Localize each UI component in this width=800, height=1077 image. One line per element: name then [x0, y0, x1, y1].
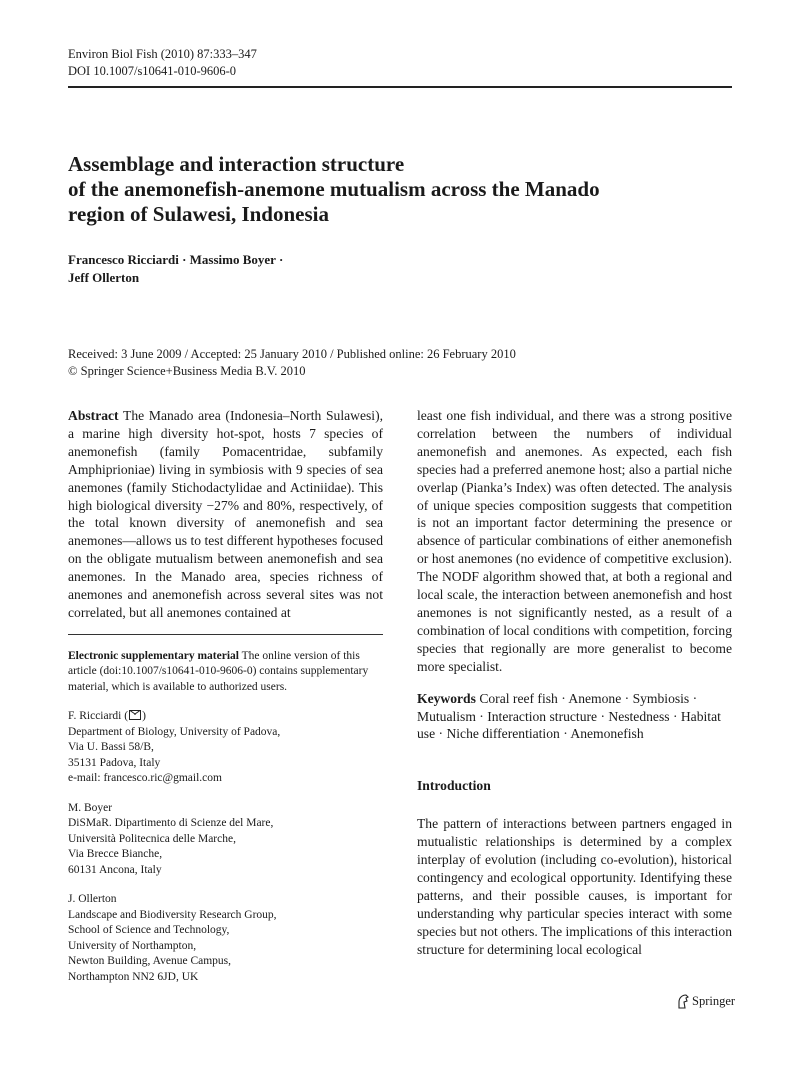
right-column — [417, 407, 732, 959]
journal-header — [68, 46, 257, 80]
authors-line-2: Jeff Ollerton — [68, 270, 140, 285]
abstract-text-left: The Manado area (Indonesia–North Sulawesi), a marine high diversity hot-spot, hosts 7 species of anemonefish (family Pomacentridae, subfamily Amphiprioniae) living in symbiosis with 9 species of sea anemones (family Stichodactylidae and Actiniidae). This high biological diversity −27% and 80%, respectively, of the total known diversity of anemonefish and sea anemones—allows us to test different hypotheses focused on the obligate mutualism between anemonefish and sea anemones. In the Manado area, species richness of anemones and anemonefish across several sites was not correlated, but all anemones contained at — [68, 408, 384, 620]
affiliation-line: Landscape and Biodiversity Research Group, — [68, 908, 277, 921]
author-name: F. Ricciardi ( ) — [68, 710, 146, 723]
left-column — [68, 407, 383, 985]
title-line-1: Assemblage and interaction structure — [68, 152, 405, 176]
journal-citation: Environ Biol Fish (2010) 87:333–347 — [68, 47, 257, 61]
section-heading-introduction: Introduction — [417, 778, 491, 794]
keywords-text: Coral reef fish · Anemone · Symbiosis · Mutualism · Interaction structure · Nestedness · Habitat use · Niche differentiation · Anemonefish — [417, 690, 721, 742]
abstract-heading: Abstract — [68, 408, 119, 423]
affiliation-line: Via U. Bassi 58/B, — [68, 741, 154, 754]
affiliation-line: Università Politecnica delle Marche, — [68, 832, 236, 845]
esm-heading: Electronic supplementary material — [68, 649, 239, 662]
publication-dates — [68, 346, 516, 380]
keywords — [417, 690, 732, 744]
esm-text: The online version of this article (doi:10.1007/s10641-010-9606-0) contains supplementary material, which is available to authorized users. — [68, 649, 369, 693]
authors-line-1: Francesco Ricciardi · Massimo Boyer · — [68, 252, 284, 267]
abstract-left — [68, 407, 383, 622]
title-line-2: of the anemonefish-anemone mutualism across the Manado — [68, 177, 600, 201]
introduction-text: The pattern of interactions between partners engaged in mutualistic relationships is determined by a complex interplay of evolution (including co-evolution), historical contingency and ecological opportunity. Identifying these patterns, and their possible causes, is important for understanding why particular species interact with some species but not others. The implications of this interaction structure for determining local ecological — [417, 816, 732, 957]
affiliation-line: University of Northampton, — [68, 939, 197, 952]
article-title — [68, 152, 732, 227]
publisher-name: Springer — [692, 994, 736, 1008]
affiliation-ricciardi — [68, 709, 383, 787]
dates-line: Received: 3 June 2009 / Accepted: 25 January 2010 / Published online: 26 February 2010 — [68, 347, 516, 361]
esm-note — [68, 649, 383, 696]
envelope-icon[interactable] — [129, 710, 141, 720]
author-name: J. Ollerton — [68, 893, 117, 906]
affiliation-line: 60131 Ancona, Italy — [68, 863, 162, 876]
publisher-logo — [676, 994, 735, 1009]
affiliation-line: Department of Biology, University of Padova, — [68, 725, 281, 738]
email-link[interactable]: e-mail: francesco.ric@gmail.com — [68, 772, 222, 785]
affiliation-boyer — [68, 801, 383, 879]
affiliation-line: Northampton NN2 6JD, UK — [68, 970, 199, 983]
keywords-heading: Keywords — [417, 690, 476, 706]
affiliation-line: Via Brecce Bianche, — [68, 848, 163, 861]
affiliation-line: DiSMaR. Dipartimento di Scienze del Mare, — [68, 817, 274, 830]
doi-line: DOI 10.1007/s10641-010-9606-0 — [68, 64, 237, 78]
esm-rule — [68, 634, 383, 635]
affiliation-line: School of Science and Technology, — [68, 924, 230, 937]
affiliation-line: 35131 Padova, Italy — [68, 756, 161, 769]
affiliation-ollerton — [68, 892, 383, 985]
author-name: M. Boyer — [68, 801, 113, 814]
header-rule — [68, 86, 732, 88]
springer-horse-icon — [676, 994, 690, 1009]
affiliation-line: Newton Building, Avenue Campus, — [68, 955, 232, 968]
author-list — [68, 251, 283, 287]
title-line-3: region of Sulawesi, Indonesia — [68, 202, 329, 226]
copyright-line: © Springer Science+Business Media B.V. 2010 — [68, 364, 306, 378]
abstract-right: least one fish individual, and there was a strong positive correlation between the numbers of individual anemonefish and anemones. As expected, each fish species had a preferred anemone host; also a partial niche overlap (Pianka’s Index) was often detected. The analysis of unique species composition suggests that competition is not an important factor determining the presence or absence of particular combinations of either anemonefish or host anemones (no evidence of competitive exclusion). The NODF algorithm showed that, at both a regional and local scale, the interaction between anemonefish and host anemones is not significantly nested, as a result of a combination of local conditions with competition, forcing species that regionally are more generalist to become more specialist. — [417, 408, 732, 674]
